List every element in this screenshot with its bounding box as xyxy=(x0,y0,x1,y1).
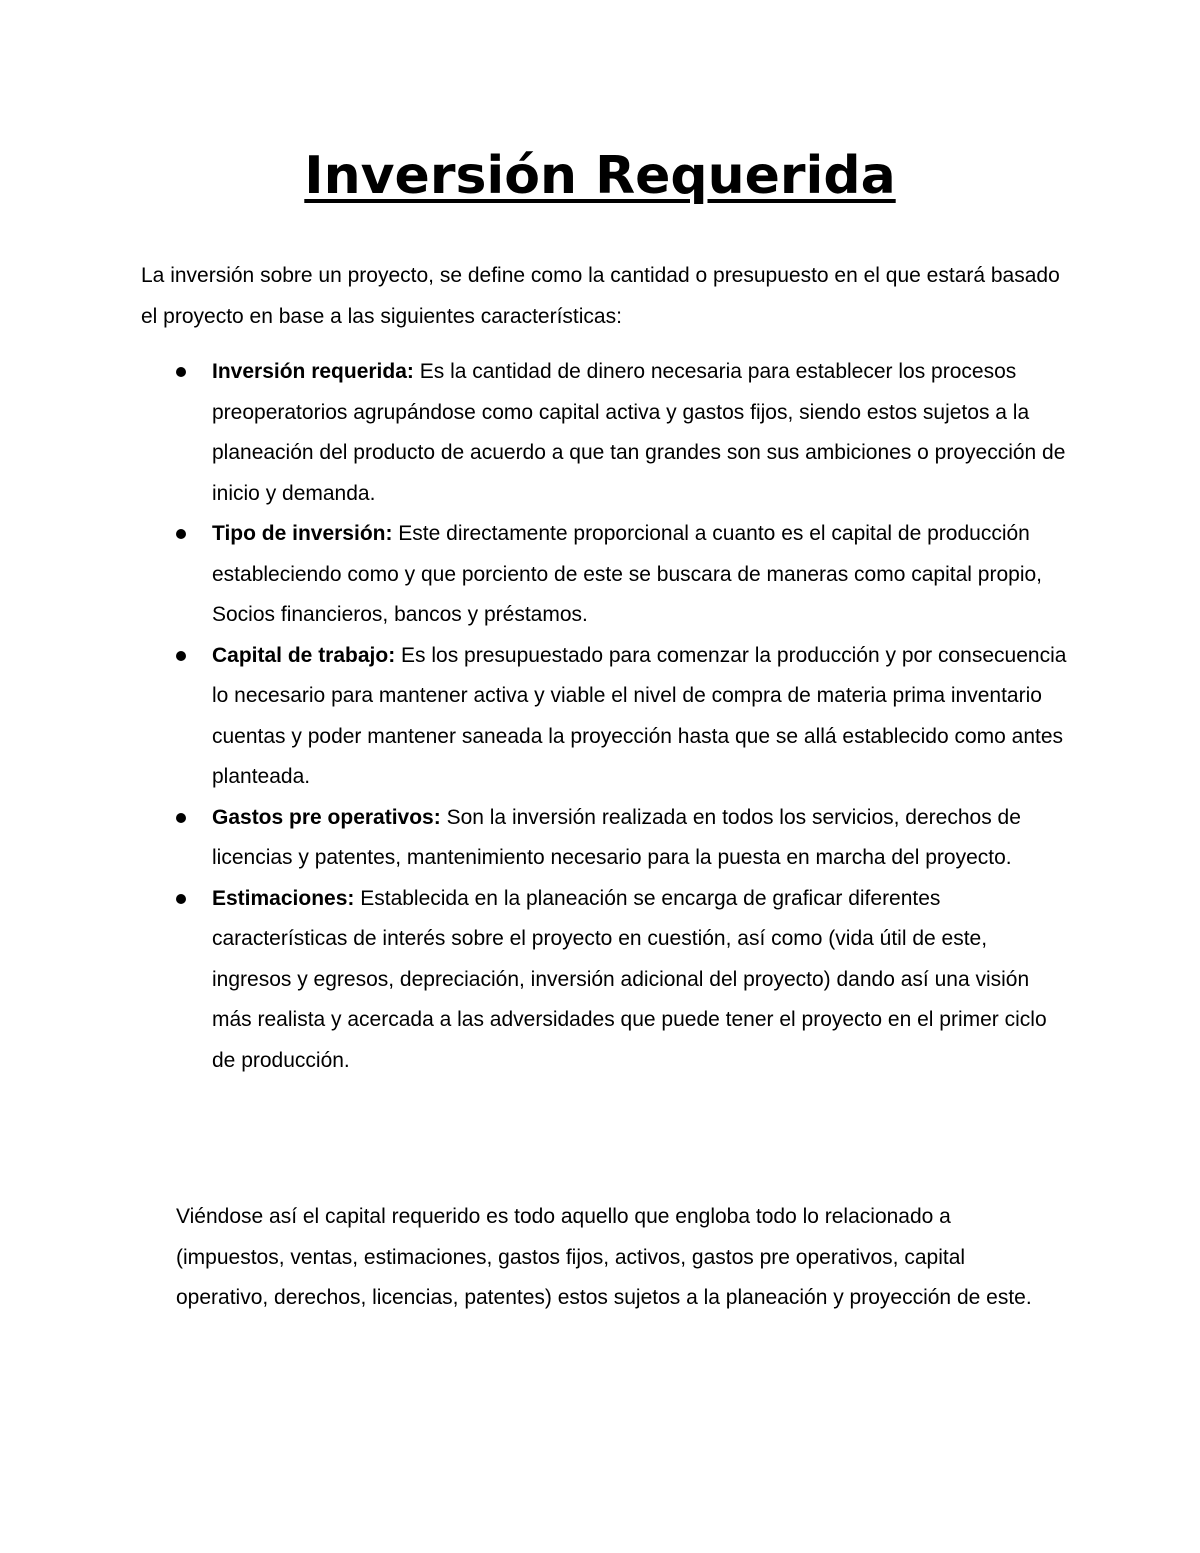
bullet-icon xyxy=(176,651,186,661)
bullet-icon xyxy=(176,529,186,539)
list-item-text: Este directamente proporcional a cuanto es el capital de producción estableciendo como y que porciento de este se buscara de maneras como capital propio, Socios financieros, bancos y préstamos. xyxy=(212,522,1042,626)
list-item-tipo-de-inversion xyxy=(0,514,1072,636)
closing-paragraph: Viéndose así el capital requerido es todo aquello que engloba todo lo relacionado a (impuestos, ventas, estimaciones, gastos fijos, activos, gastos pre operativos, capital operativo, derechos, licencias, patentes) estos sujetos a la planeación y proyección de este. xyxy=(176,1205,1032,1309)
list-item-term: Estimaciones: xyxy=(212,886,355,910)
intro-paragraph: La inversión sobre un proyecto, se define como la cantidad o presupuesto en el que estará basado el proyecto en base a las siguientes características: xyxy=(141,264,1060,328)
list-item-text: Son la inversión realizada en todos los servicios, derechos de licencias y patentes, mantenimiento necesario para la puesta en marcha del proyecto. xyxy=(212,805,1021,869)
list-item-term: Tipo de inversión: xyxy=(212,522,393,545)
bullet-icon xyxy=(176,894,186,904)
page-title: Inversión Requerida xyxy=(304,146,896,206)
list-item-term: Inversión requerida: xyxy=(212,360,414,383)
list-item-estimaciones xyxy=(0,879,1072,1082)
bullet-icon xyxy=(176,813,186,823)
list-item-text: Es los presupuestado para comenzar la producción y por consecuencia lo necesario para mantener activa y viable el nivel de compra de materia prima inventario cuentas y poder mantener saneada la proyección hasta que se allá establecido como antes planteada. xyxy=(212,643,1067,788)
list-item-capital-de-trabajo xyxy=(0,636,1072,798)
list-item-term: Gastos pre operativos: xyxy=(212,805,441,829)
list-item-gastos-pre-operativos xyxy=(0,798,1072,879)
list-item-inversion-requerida xyxy=(0,352,1072,514)
characteristics-list xyxy=(0,352,1200,1081)
list-item-term: Capital de trabajo: xyxy=(212,643,396,667)
list-item-text: Es la cantidad de dinero necesaria para establecer los procesos preoperatorios agrupándose como capital activa y gastos fijos, siendo estos sujetos a la planeación del producto de acuerdo a que tan grandes son sus ambiciones o proyección de inicio y demanda. xyxy=(212,360,1066,505)
bullet-icon xyxy=(176,367,186,377)
list-item-text: Establecida en la planeación se encarga de graficar diferentes características de interés sobre el proyecto en cuestión, así como (vida útil de este, ingresos y egresos, depreciación, inversión adicional del proyecto) dando así una visión más realista y acercada a las adversidades que puede tener el proyecto en el primer ciclo de producción. xyxy=(212,886,1047,1072)
